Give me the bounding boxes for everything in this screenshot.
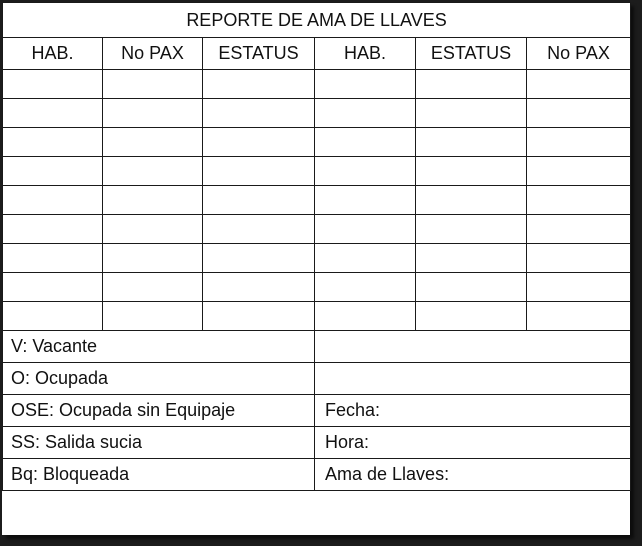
column-header-row [3, 38, 631, 70]
status-legend-item: OSE: Ocupada sin Equipaje [3, 395, 315, 427]
empty-cell [3, 273, 103, 302]
empty-cell [3, 157, 103, 186]
empty-cell [103, 99, 203, 128]
column-header-hab-2: HAB. [315, 38, 416, 70]
empty-cell [203, 128, 315, 157]
empty-cell [103, 215, 203, 244]
empty-cell [103, 302, 203, 331]
empty-cell [3, 244, 103, 273]
empty-cell [103, 186, 203, 215]
signature-field-label: Hora: [315, 427, 631, 459]
empty-cell [3, 128, 103, 157]
empty-cell [527, 157, 631, 186]
empty-cell [416, 128, 527, 157]
legend-row [3, 459, 631, 491]
empty-cell [315, 99, 416, 128]
empty-cell [315, 128, 416, 157]
column-header-hab-1: HAB. [3, 38, 103, 70]
empty-cell [3, 99, 103, 128]
empty-cell [416, 273, 527, 302]
empty-cell [416, 70, 527, 99]
empty-cell [315, 331, 631, 363]
empty-cell [103, 70, 203, 99]
empty-cell [315, 157, 416, 186]
legend-row [3, 363, 631, 395]
column-header-no-pax-1: No PAX [103, 38, 203, 70]
empty-cell [203, 157, 315, 186]
table-row [3, 157, 631, 186]
empty-cell [3, 302, 103, 331]
empty-cell [527, 70, 631, 99]
table-row [3, 70, 631, 99]
report-title: REPORTE DE AMA DE LLAVES [3, 3, 631, 38]
empty-cell [416, 186, 527, 215]
status-legend-item: V: Vacante [3, 331, 315, 363]
empty-cell [315, 186, 416, 215]
empty-cell [3, 215, 103, 244]
table-row [3, 244, 631, 273]
status-legend-item: O: Ocupada [3, 363, 315, 395]
column-header-estatus-1: ESTATUS [203, 38, 315, 70]
empty-cell [203, 186, 315, 215]
signature-field-label: Fecha: [315, 395, 631, 427]
empty-cell [203, 70, 315, 99]
empty-cell [315, 244, 416, 273]
column-header-no-pax-2: No PAX [527, 38, 631, 70]
empty-cell [315, 302, 416, 331]
empty-cell [416, 215, 527, 244]
legend-row [3, 331, 631, 363]
empty-cell [203, 215, 315, 244]
empty-cell [103, 244, 203, 273]
empty-cell [315, 273, 416, 302]
table-row [3, 186, 631, 215]
empty-cell [527, 302, 631, 331]
empty-cell [527, 128, 631, 157]
empty-cell [203, 302, 315, 331]
empty-cell [527, 273, 631, 302]
table-row [3, 302, 631, 331]
empty-cell [203, 244, 315, 273]
column-header-estatus-2: ESTATUS [416, 38, 527, 70]
status-legend-item: SS: Salida sucia [3, 427, 315, 459]
empty-cell [416, 99, 527, 128]
legend-row [3, 427, 631, 459]
housekeeping-report-sheet [2, 2, 630, 535]
empty-cell [527, 244, 631, 273]
empty-cell [527, 186, 631, 215]
empty-cell [203, 273, 315, 302]
empty-cell [103, 273, 203, 302]
table-row [3, 128, 631, 157]
empty-cell [527, 215, 631, 244]
empty-cell [315, 70, 416, 99]
empty-cell [315, 363, 631, 395]
empty-cell [3, 70, 103, 99]
empty-cell [416, 302, 527, 331]
report-table-body [3, 3, 631, 491]
empty-cell [527, 99, 631, 128]
empty-cell [416, 244, 527, 273]
table-row [3, 215, 631, 244]
empty-cell [103, 128, 203, 157]
empty-cell [416, 157, 527, 186]
status-legend-item: Bq: Bloqueada [3, 459, 315, 491]
table-row [3, 273, 631, 302]
empty-cell [3, 186, 103, 215]
signature-field-label: Ama de Llaves: [315, 459, 631, 491]
empty-cell [103, 157, 203, 186]
empty-cell [315, 215, 416, 244]
housekeeping-report-table [2, 2, 631, 491]
legend-row [3, 395, 631, 427]
table-row [3, 99, 631, 128]
empty-cell [203, 99, 315, 128]
